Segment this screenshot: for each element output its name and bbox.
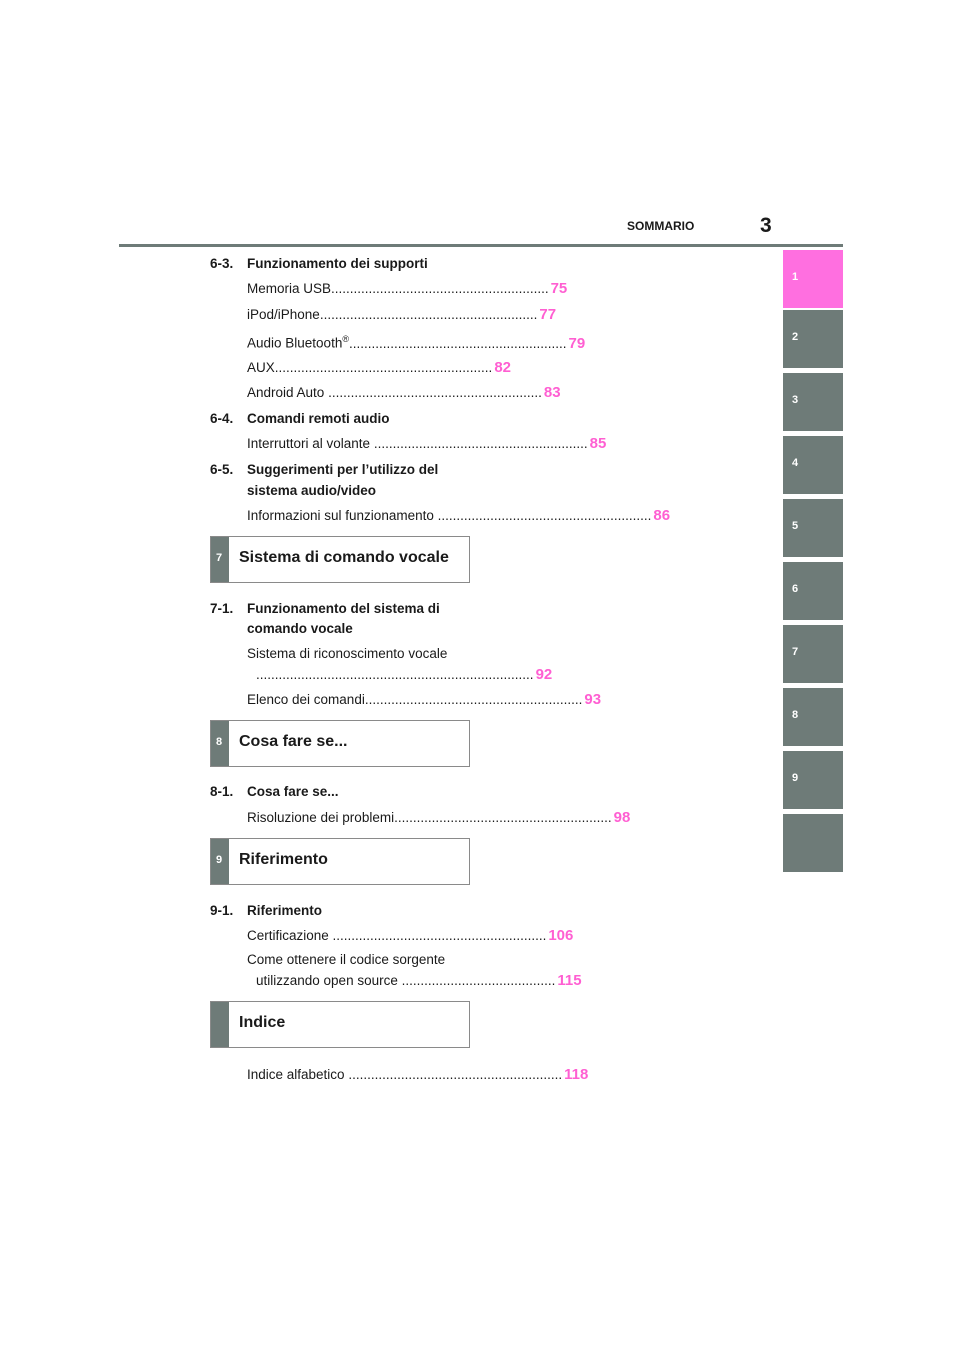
section-heading: 6-5. Suggerimenti per l’utilizzo del [210, 462, 439, 477]
toc-entry[interactable]: AUX .......................................................... 82 [247, 359, 511, 376]
section-heading: 6-4. Comandi remoti audio [210, 411, 390, 426]
chapter-tab-9[interactable]: 9 [783, 751, 843, 809]
chapter-tab-4[interactable]: 4 [783, 436, 843, 494]
chapter-number-strip: 9 [211, 839, 229, 884]
toc-entry[interactable]: Informazioni sul funzionamento ......................................................... 86 [247, 507, 671, 524]
section-heading: 9-1. Riferimento [210, 903, 323, 918]
page-link[interactable]: 82 [494, 359, 511, 376]
section-heading: 6-3. Funzionamento dei supporti [210, 256, 428, 271]
page-number: 3 [760, 214, 772, 237]
toc-entry-cont[interactable]: utilizzando open source ......................................... 115 [256, 972, 582, 989]
chapter-box-9[interactable] [210, 838, 470, 885]
chapter-box-8[interactable] [210, 720, 470, 767]
toc-entry-label[interactable]: Come ottenere il codice sorgente [247, 952, 446, 967]
chapter-tab-1[interactable]: 1 [783, 250, 843, 308]
toc-entry-label[interactable]: Sistema di riconoscimento vocale [247, 646, 448, 661]
index-box[interactable] [210, 1001, 470, 1048]
section-heading: 7-1. Funzionamento del sistema di [210, 601, 440, 616]
page-link[interactable]: 86 [653, 507, 671, 524]
chapter-tab-index[interactable] [783, 814, 843, 872]
toc-entry[interactable]: Android Auto ......................................................... 83 [247, 384, 561, 401]
page-link[interactable]: 77 [539, 306, 557, 323]
header-title: SOMMARIO [627, 219, 695, 233]
section-heading: 8-1. Cosa fare se... [210, 784, 339, 799]
toc-entry[interactable]: Risoluzione dei problemi .......................................................... 98 [247, 809, 631, 826]
toc-entry[interactable]: Interruttori al volante ......................................................... 85 [247, 435, 607, 452]
page-link[interactable]: 115 [557, 972, 582, 989]
page-link[interactable]: 93 [584, 691, 602, 708]
chapter-number-strip [211, 1002, 229, 1047]
page-link[interactable]: 118 [564, 1066, 589, 1083]
chapter-number-strip: 7 [211, 537, 229, 582]
chapter-title: Sistema di comando vocale [239, 549, 449, 566]
chapter-tab-2[interactable]: 2 [783, 310, 843, 368]
toc-entry[interactable]: Indice alfabetico ......................................................... 118 [247, 1066, 589, 1083]
page-link[interactable]: 79 [568, 334, 586, 352]
chapter-tab-7[interactable]: 7 [783, 625, 843, 683]
toc-entry-cont[interactable]: .......................................................................... 92 [256, 666, 553, 683]
toc-entry[interactable]: Memoria USB .......................................................... 75 [247, 280, 568, 297]
toc-entry[interactable]: iPod/iPhone .......................................................... 77 [247, 306, 557, 323]
page-link[interactable]: 85 [589, 435, 607, 452]
page-link[interactable]: 92 [535, 666, 553, 683]
chapter-tab-8[interactable]: 8 [783, 688, 843, 746]
page-link[interactable]: 98 [613, 809, 631, 826]
chapter-number-strip: 8 [211, 721, 229, 766]
header-rule [119, 244, 843, 247]
chapter-tab-6[interactable]: 6 [783, 562, 843, 620]
page-link[interactable]: 83 [543, 384, 561, 401]
toc-entry[interactable]: Elenco dei comandi .......................................................... 93 [247, 691, 602, 708]
section-heading-cont: sistema audio/video [247, 483, 377, 498]
chapter-tab-3[interactable]: 3 [783, 373, 843, 431]
toc-entry[interactable]: Certificazione ......................................................... 106 [247, 927, 574, 944]
page-link[interactable]: 75 [550, 280, 568, 297]
chapter-title: Indice [239, 1014, 286, 1031]
chapter-tab-5[interactable]: 5 [783, 499, 843, 557]
chapter-title: Riferimento [239, 851, 328, 868]
chapter-title: Cosa fare se... [239, 733, 348, 750]
section-heading-cont: comando vocale [247, 621, 353, 636]
page-link[interactable]: 106 [548, 927, 574, 944]
toc-entry[interactable]: Audio Bluetooth® .......................................................... 79 [247, 334, 586, 352]
chapter-box-7[interactable] [210, 536, 470, 583]
